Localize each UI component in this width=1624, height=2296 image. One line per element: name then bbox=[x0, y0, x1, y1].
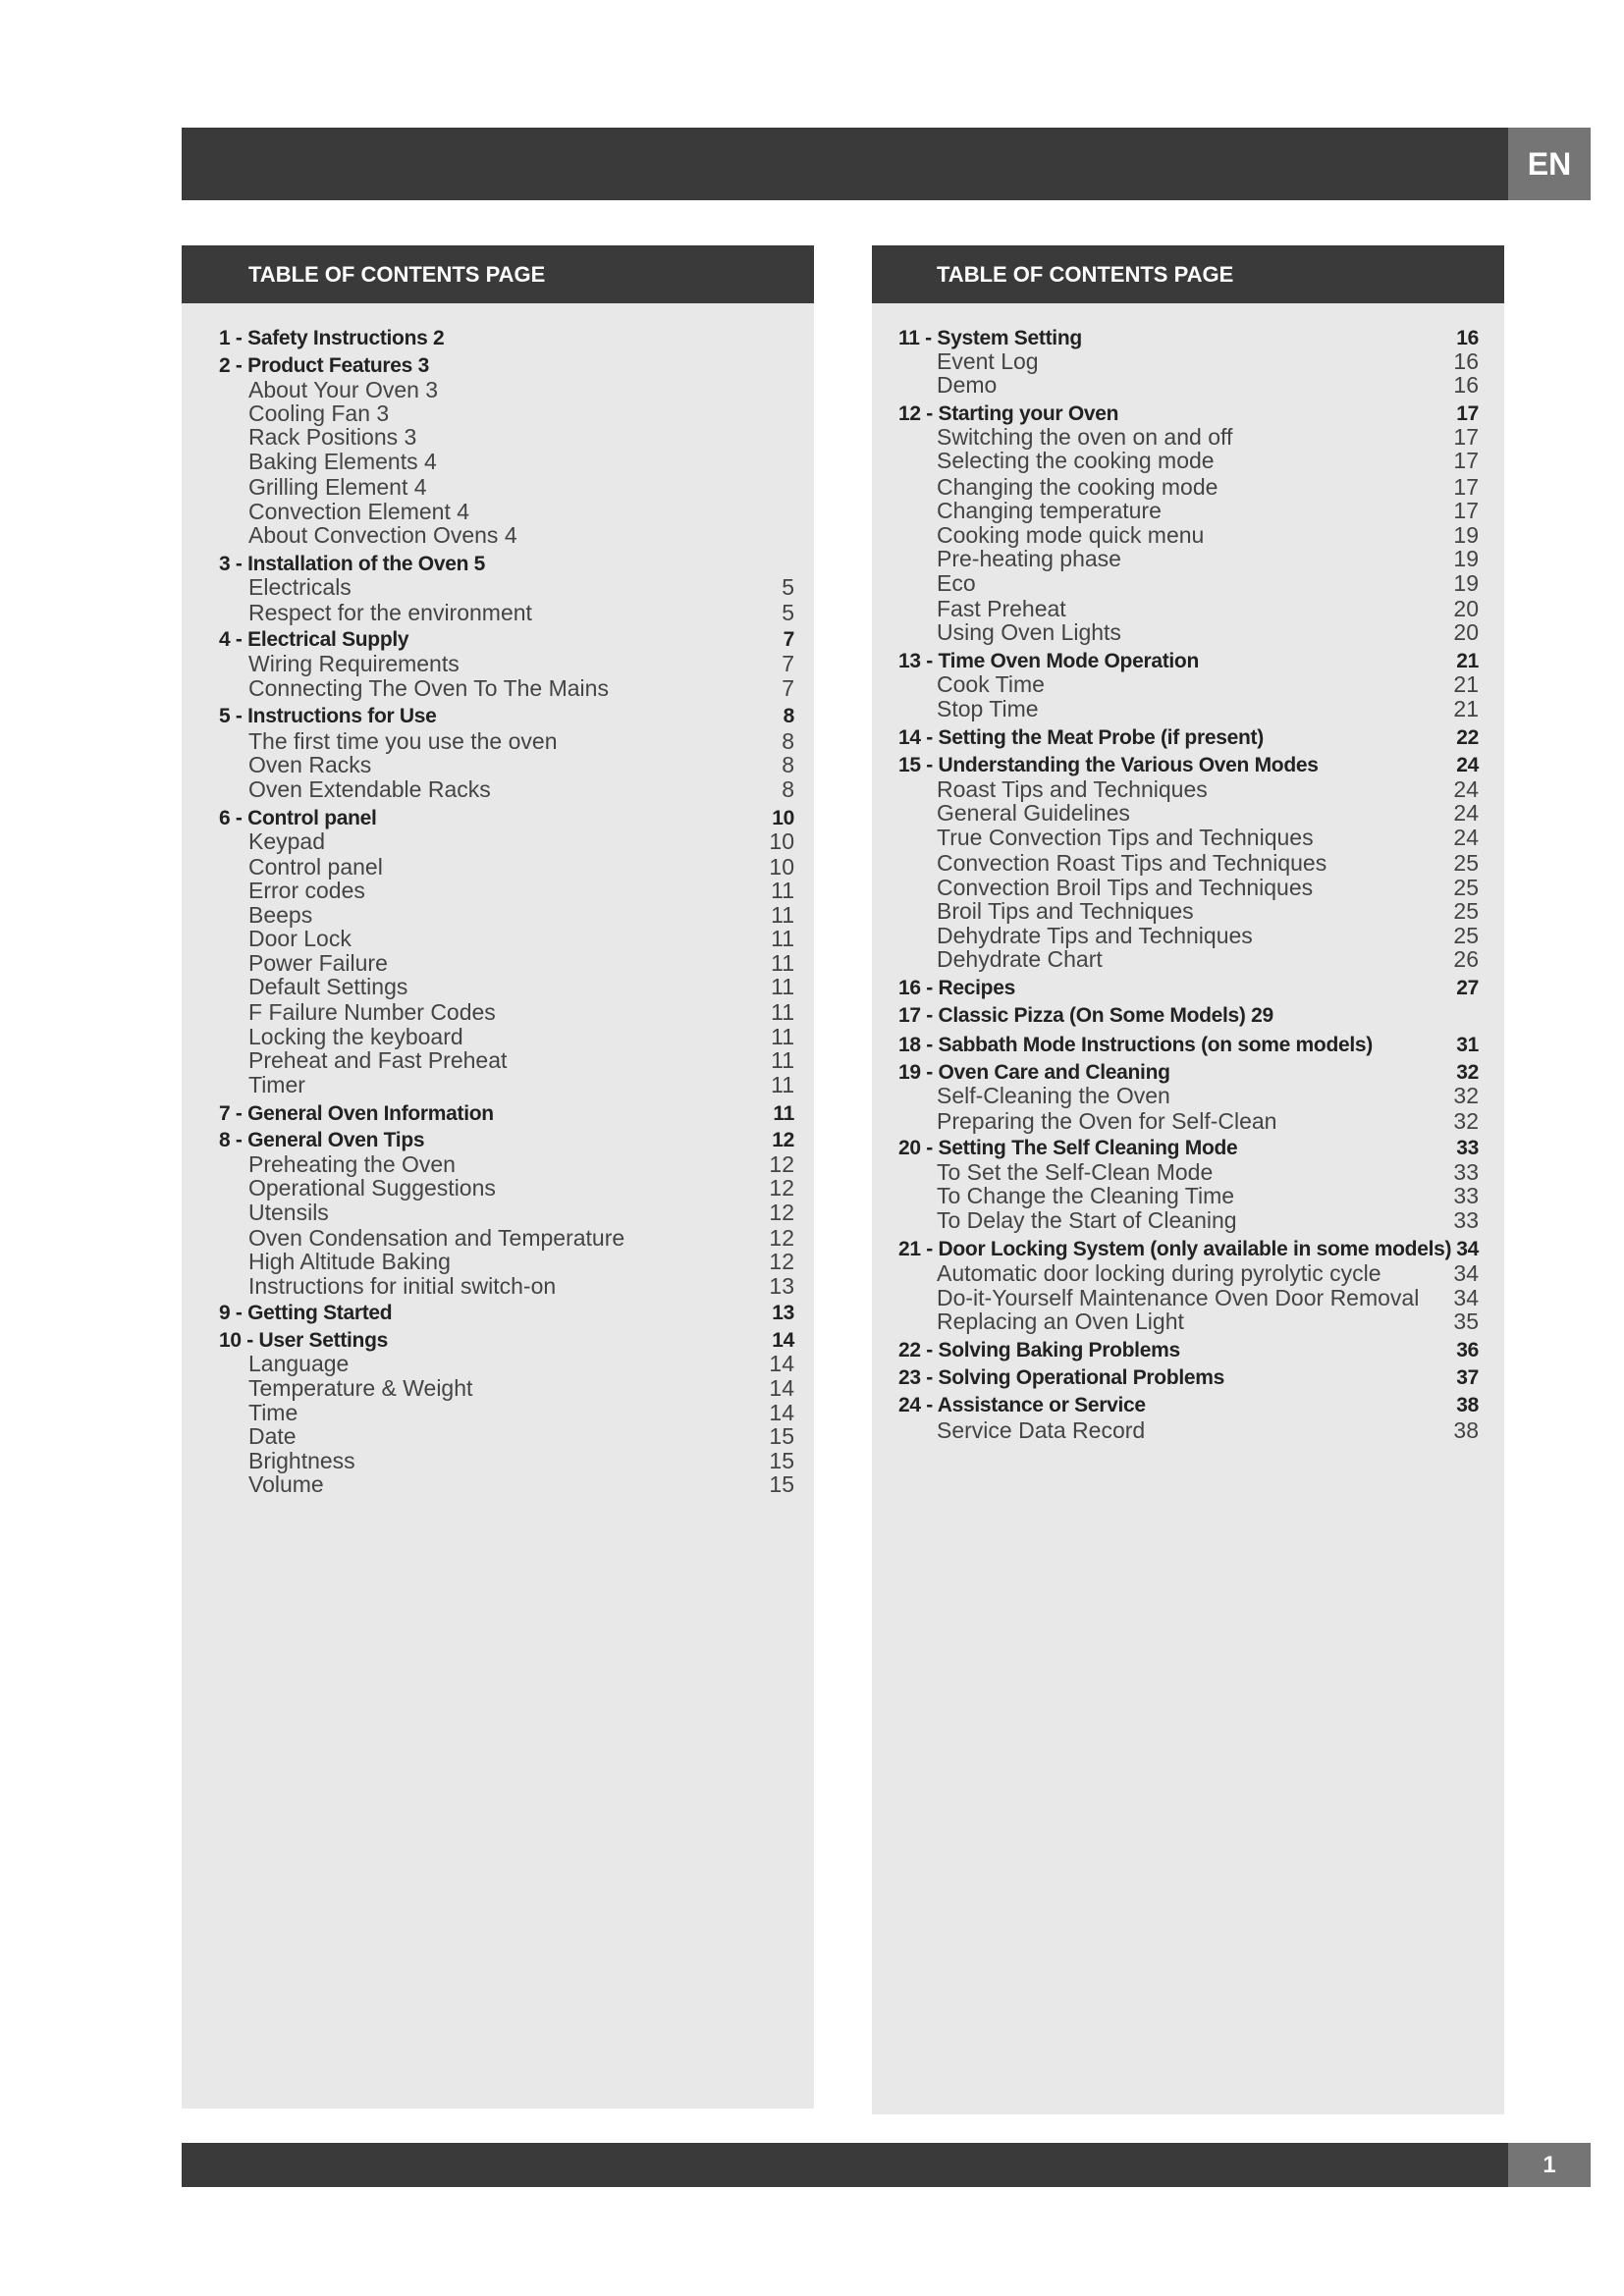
toc-entry-title: Dehydrate Chart bbox=[937, 945, 1103, 972]
toc-section-entry bbox=[872, 1336, 1504, 1365]
toc-entry-page: 11 bbox=[773, 1102, 794, 1125]
toc-entry-page: 8 bbox=[782, 775, 794, 802]
toc-entry-title: 12 - Starting your Oven bbox=[898, 402, 1119, 425]
toc-entry-title: 11 - System Setting bbox=[898, 327, 1082, 349]
toc-entry-page: 10 bbox=[769, 828, 794, 854]
toc-entry-title: Event Log bbox=[937, 347, 1039, 374]
toc-entry-title: 18 - Sabbath Mode Instructions (on some models) bbox=[898, 1034, 1373, 1056]
toc-entry-title: Beeps bbox=[248, 901, 313, 928]
toc-sub-entry bbox=[872, 1415, 1504, 1445]
toc-entry-page: 37 bbox=[1456, 1366, 1479, 1389]
toc-entry-title: 3 - Installation of the Oven 5 bbox=[219, 553, 486, 575]
toc-entry-title: 22 - Solving Baking Problems bbox=[898, 1339, 1180, 1362]
toc-entry-page: 34 bbox=[1453, 1284, 1479, 1310]
toc-entry-title: Locking the keyboard bbox=[248, 1023, 463, 1049]
toc-entry-title: Replacing an Oven Light bbox=[937, 1308, 1184, 1334]
toc-entry-page: 11 bbox=[771, 1046, 794, 1073]
toc-section-entry bbox=[872, 1001, 1504, 1031]
toc-left-title: TABLE OF CONTENTS PAGE bbox=[182, 245, 814, 303]
page-number: 1 bbox=[1508, 2143, 1591, 2187]
toc-entry-title: Changing temperature bbox=[937, 497, 1162, 523]
toc-entry-page: 7 bbox=[782, 674, 794, 701]
toc-entry-title: Operational Suggestions bbox=[248, 1174, 496, 1201]
toc-entry-title: 10 - User Settings bbox=[219, 1329, 388, 1352]
toc-entry-title: 2 - Product Features 3 bbox=[219, 354, 429, 377]
toc-sub-entry bbox=[872, 1205, 1504, 1235]
toc-entry-page: 8 bbox=[782, 727, 794, 754]
toc-entry-page: 7 bbox=[782, 650, 794, 676]
toc-entry-page: 25 bbox=[1453, 849, 1479, 876]
toc-entry-page: 8 bbox=[782, 751, 794, 777]
toc-section-entry bbox=[872, 974, 1504, 1003]
toc-entry-page: 5 bbox=[782, 599, 794, 625]
toc-entry-title: Broil Tips and Techniques bbox=[937, 897, 1194, 924]
toc-entry-page: 25 bbox=[1453, 874, 1479, 900]
toc-entry-title: About Your Oven 3 bbox=[248, 376, 439, 402]
toc-entry-page: 14 bbox=[772, 1329, 794, 1352]
toc-entry-title: Preheating the Oven bbox=[248, 1150, 456, 1177]
toc-entry-page: 19 bbox=[1453, 545, 1479, 571]
toc-sub-entry bbox=[872, 1106, 1504, 1136]
toc-entry-page: 8 bbox=[783, 705, 794, 727]
toc-sub-entry bbox=[182, 598, 814, 627]
toc-entry-title: Grilling Element 4 bbox=[248, 473, 427, 500]
toc-entry-title: Volume bbox=[248, 1470, 324, 1497]
toc-entry-title: Respect for the environment bbox=[248, 599, 532, 625]
toc-entry-title: Convection Element 4 bbox=[248, 498, 470, 524]
toc-left-column bbox=[182, 245, 814, 2109]
toc-entry-page: 12 bbox=[769, 1174, 794, 1201]
toc-entry-page: 25 bbox=[1453, 897, 1479, 924]
toc-entry-title: Service Data Record bbox=[937, 1416, 1146, 1443]
toc-section-entry bbox=[182, 324, 814, 353]
toc-entry-page: 24 bbox=[1453, 775, 1479, 802]
toc-entry-page: 11 bbox=[771, 973, 794, 999]
toc-entry-page: 11 bbox=[771, 1071, 794, 1097]
toc-entry-page: 15 bbox=[769, 1470, 794, 1497]
toc-entry-page: 11 bbox=[771, 949, 794, 976]
toc-entry-page: 35 bbox=[1453, 1308, 1479, 1334]
toc-entry-title: Stop Time bbox=[937, 695, 1039, 721]
toc-entry-title: High Altitude Baking bbox=[248, 1248, 451, 1274]
toc-entry-page: 24 bbox=[1453, 799, 1479, 826]
toc-entry-page: 11 bbox=[771, 925, 794, 951]
toc-entry-title: Utensils bbox=[248, 1199, 329, 1225]
toc-entry-title: 24 - Assistance or Service bbox=[898, 1394, 1146, 1416]
toc-entry-page: 17 bbox=[1453, 473, 1479, 500]
toc-entry-title: 23 - Solving Operational Problems bbox=[898, 1366, 1225, 1389]
toc-entry-page: 10 bbox=[772, 807, 794, 829]
toc-entry-title: Brightness bbox=[248, 1447, 355, 1473]
toc-entry-page: 16 bbox=[1453, 371, 1479, 398]
toc-entry-title: 19 - Oven Care and Cleaning bbox=[898, 1061, 1170, 1084]
toc-entry-title: Instructions for initial switch-on bbox=[248, 1272, 557, 1299]
toc-entry-page: 10 bbox=[769, 853, 794, 880]
toc-entry-title: General Guidelines bbox=[937, 799, 1130, 826]
toc-entry-page: 7 bbox=[783, 628, 794, 651]
toc-entry-page: 13 bbox=[769, 1272, 794, 1299]
toc-entry-title: Cook Time bbox=[937, 670, 1045, 697]
toc-entry-page: 12 bbox=[769, 1150, 794, 1177]
toc-entry-page: 24 bbox=[1456, 754, 1479, 776]
toc-entry-page: 20 bbox=[1453, 595, 1479, 621]
toc-entry-page: 22 bbox=[1456, 726, 1479, 749]
toc-entry-title: 6 - Control panel bbox=[219, 807, 377, 829]
toc-entry-page: 11 bbox=[771, 877, 794, 903]
toc-entry-title: To Set the Self-Clean Mode bbox=[937, 1158, 1214, 1185]
toc-entry-title: Oven Extendable Racks bbox=[248, 775, 491, 802]
toc-entry-title: Convection Broil Tips and Techniques bbox=[937, 874, 1314, 900]
toc-entry-title: Convection Roast Tips and Techniques bbox=[937, 849, 1327, 876]
toc-sub-entry bbox=[872, 1307, 1504, 1336]
toc-entry-page: 11 bbox=[771, 901, 794, 928]
toc-entry-page: 33 bbox=[1456, 1137, 1479, 1159]
toc-entry-title: Electricals bbox=[248, 573, 352, 600]
toc-entry-page: 33 bbox=[1453, 1158, 1479, 1185]
toc-entry-title: Dehydrate Tips and Techniques bbox=[937, 922, 1253, 948]
toc-sub-entry bbox=[872, 446, 1504, 475]
toc-entry-title: Do-it-Yourself Maintenance Oven Door Removal bbox=[937, 1284, 1420, 1310]
toc-entry-title: Power Failure bbox=[248, 949, 388, 976]
toc-entry-title: Automatic door locking during pyrolytic cycle bbox=[937, 1259, 1381, 1286]
toc-entry-title: Using Oven Lights bbox=[937, 618, 1121, 645]
toc-entry-title: Language bbox=[248, 1350, 350, 1376]
toc-entry-title: Default Settings bbox=[248, 973, 408, 999]
toc-entry-page: 33 bbox=[1453, 1182, 1479, 1208]
toc-entry-title: 7 - General Oven Information bbox=[219, 1102, 494, 1125]
toc-entry-title: Eco bbox=[937, 569, 976, 596]
toc-entry-page: 19 bbox=[1453, 569, 1479, 596]
toc-entry-title: 21 - Door Locking System (only available in some models) bbox=[898, 1238, 1452, 1260]
toc-entry-title: Changing the cooking mode bbox=[937, 473, 1218, 500]
toc-sub-entry bbox=[182, 520, 814, 550]
toc-entry-title: Error codes bbox=[248, 877, 365, 903]
toc-right-column bbox=[872, 245, 1504, 2114]
toc-entry-page: 21 bbox=[1453, 670, 1479, 697]
toc-entry-title: Oven Condensation and Temperature bbox=[248, 1224, 625, 1251]
toc-entry-title: Roast Tips and Techniques bbox=[937, 775, 1208, 802]
toc-entry-page: 32 bbox=[1456, 1061, 1479, 1084]
toc-sub-entry bbox=[872, 617, 1504, 647]
toc-entry-page: 11 bbox=[771, 1023, 794, 1049]
toc-entry-title: Baking Elements 4 bbox=[248, 448, 437, 474]
toc-sub-entry bbox=[182, 673, 814, 703]
toc-entry-title: Rack Positions 3 bbox=[248, 423, 417, 450]
toc-entry-title: Keypad bbox=[248, 828, 326, 854]
toc-entry-page: 32 bbox=[1453, 1082, 1479, 1108]
top-header-bar bbox=[182, 128, 1508, 200]
toc-entry-title: 16 - Recipes bbox=[898, 977, 1015, 999]
toc-entry-title: F Failure Number Codes bbox=[248, 998, 496, 1025]
toc-entry-page: 16 bbox=[1456, 327, 1479, 349]
toc-entry-title: Temperature & Weight bbox=[248, 1374, 473, 1401]
toc-section-entry bbox=[182, 1299, 814, 1328]
toc-entry-title: To Change the Cleaning Time bbox=[937, 1182, 1235, 1208]
toc-sub-entry bbox=[182, 1271, 814, 1301]
toc-section-entry bbox=[872, 1031, 1504, 1060]
toc-entry-page: 12 bbox=[769, 1224, 794, 1251]
toc-entry-title: About Convection Ovens 4 bbox=[248, 521, 517, 548]
toc-entry-page: 34 bbox=[1456, 1238, 1479, 1260]
toc-entry-title: Demo bbox=[937, 371, 998, 398]
toc-entry-title: 4 - Electrical Supply bbox=[219, 628, 409, 651]
toc-entry-page: 14 bbox=[769, 1374, 794, 1401]
toc-entry-page: 20 bbox=[1453, 618, 1479, 645]
toc-entry-page: 15 bbox=[769, 1447, 794, 1473]
language-badge: EN bbox=[1508, 128, 1591, 200]
toc-sub-entry bbox=[182, 1070, 814, 1099]
toc-entry-page: 26 bbox=[1453, 945, 1479, 972]
toc-entry-title: 17 - Classic Pizza (On Some Models) 29 bbox=[898, 1004, 1273, 1027]
toc-entry-page: 5 bbox=[782, 573, 794, 600]
toc-entry-title: Switching the oven on and off bbox=[937, 423, 1233, 450]
toc-entry-title: Connecting The Oven To The Mains bbox=[248, 674, 609, 701]
toc-entry-page: 24 bbox=[1453, 824, 1479, 850]
toc-sub-entry bbox=[182, 774, 814, 804]
toc-entry-title: Wiring Requirements bbox=[248, 650, 460, 676]
toc-entry-page: 12 bbox=[769, 1199, 794, 1225]
toc-entry-page: 31 bbox=[1456, 1034, 1479, 1056]
toc-entry-title: 20 - Setting The Self Cleaning Mode bbox=[898, 1137, 1238, 1159]
toc-sub-entry bbox=[872, 944, 1504, 974]
toc-entry-page: 21 bbox=[1456, 650, 1479, 672]
toc-entry-title: 1 - Safety Instructions 2 bbox=[219, 327, 445, 349]
toc-entry-page: 33 bbox=[1453, 1206, 1479, 1233]
toc-entry-page: 15 bbox=[769, 1422, 794, 1449]
toc-entry-page: 21 bbox=[1453, 695, 1479, 721]
toc-entry-title: Control panel bbox=[248, 853, 383, 880]
toc-entry-title: 15 - Understanding the Various Oven Modes bbox=[898, 754, 1319, 776]
toc-section-entry bbox=[182, 1099, 814, 1129]
toc-entry-title: Pre-heating phase bbox=[937, 545, 1121, 571]
toc-entry-title: Cooking mode quick menu bbox=[937, 521, 1205, 548]
toc-entry-title: To Delay the Start of Cleaning bbox=[937, 1206, 1237, 1233]
toc-entry-page: 12 bbox=[772, 1129, 794, 1151]
toc-entry-page: 27 bbox=[1456, 977, 1479, 999]
toc-entry-page: 14 bbox=[769, 1350, 794, 1376]
toc-entry-title: Fast Preheat bbox=[937, 595, 1066, 621]
toc-entry-title: Cooling Fan 3 bbox=[248, 400, 390, 426]
toc-sub-entry bbox=[182, 1469, 814, 1499]
toc-entry-page: 17 bbox=[1456, 402, 1479, 425]
toc-entry-title: 9 - Getting Started bbox=[219, 1302, 393, 1324]
toc-entry-title: Time bbox=[248, 1399, 298, 1425]
toc-entry-page: 32 bbox=[1453, 1107, 1479, 1134]
toc-entry-title: Preheat and Fast Preheat bbox=[248, 1046, 508, 1073]
toc-entry-title: Date bbox=[248, 1422, 297, 1449]
toc-entry-page: 14 bbox=[769, 1399, 794, 1425]
toc-entry-title: True Convection Tips and Techniques bbox=[937, 824, 1314, 850]
toc-entry-page: 19 bbox=[1453, 521, 1479, 548]
toc-entry-title: Self-Cleaning the Oven bbox=[937, 1082, 1170, 1108]
toc-section-entry bbox=[872, 1363, 1504, 1393]
toc-entry-title: Timer bbox=[248, 1071, 305, 1097]
toc-entry-page: 17 bbox=[1453, 423, 1479, 450]
toc-entry-page: 34 bbox=[1453, 1259, 1479, 1286]
footer-bar bbox=[182, 2143, 1508, 2187]
toc-sub-entry bbox=[872, 694, 1504, 723]
toc-entry-page: 16 bbox=[1453, 347, 1479, 374]
toc-entry-title: 13 - Time Oven Mode Operation bbox=[898, 650, 1199, 672]
toc-entry-page: 38 bbox=[1456, 1394, 1479, 1416]
toc-entry-page: 12 bbox=[769, 1248, 794, 1274]
toc-entry-title: 14 - Setting the Meat Probe (if present) bbox=[898, 726, 1264, 749]
toc-entry-title: Oven Racks bbox=[248, 751, 372, 777]
toc-entry-title: 8 - General Oven Tips bbox=[219, 1129, 425, 1151]
toc-entry-page: 38 bbox=[1453, 1416, 1479, 1443]
toc-entry-title: The first time you use the oven bbox=[248, 727, 558, 754]
toc-entry-title: Preparing the Oven for Self-Clean bbox=[937, 1107, 1277, 1134]
toc-right-title: TABLE OF CONTENTS PAGE bbox=[872, 245, 1504, 303]
toc-entry-page: 11 bbox=[771, 998, 794, 1025]
toc-entry-page: 13 bbox=[772, 1302, 794, 1324]
toc-entry-title: Door Lock bbox=[248, 925, 352, 951]
toc-entry-title: Selecting the cooking mode bbox=[937, 447, 1215, 473]
toc-section-entry bbox=[872, 723, 1504, 753]
toc-entry-title: 5 - Instructions for Use bbox=[219, 705, 437, 727]
toc-sub-entry bbox=[872, 370, 1504, 400]
toc-entry-page: 36 bbox=[1456, 1339, 1479, 1362]
toc-entry-page: 17 bbox=[1453, 447, 1479, 473]
toc-entry-page: 25 bbox=[1453, 922, 1479, 948]
toc-entry-page: 17 bbox=[1453, 497, 1479, 523]
